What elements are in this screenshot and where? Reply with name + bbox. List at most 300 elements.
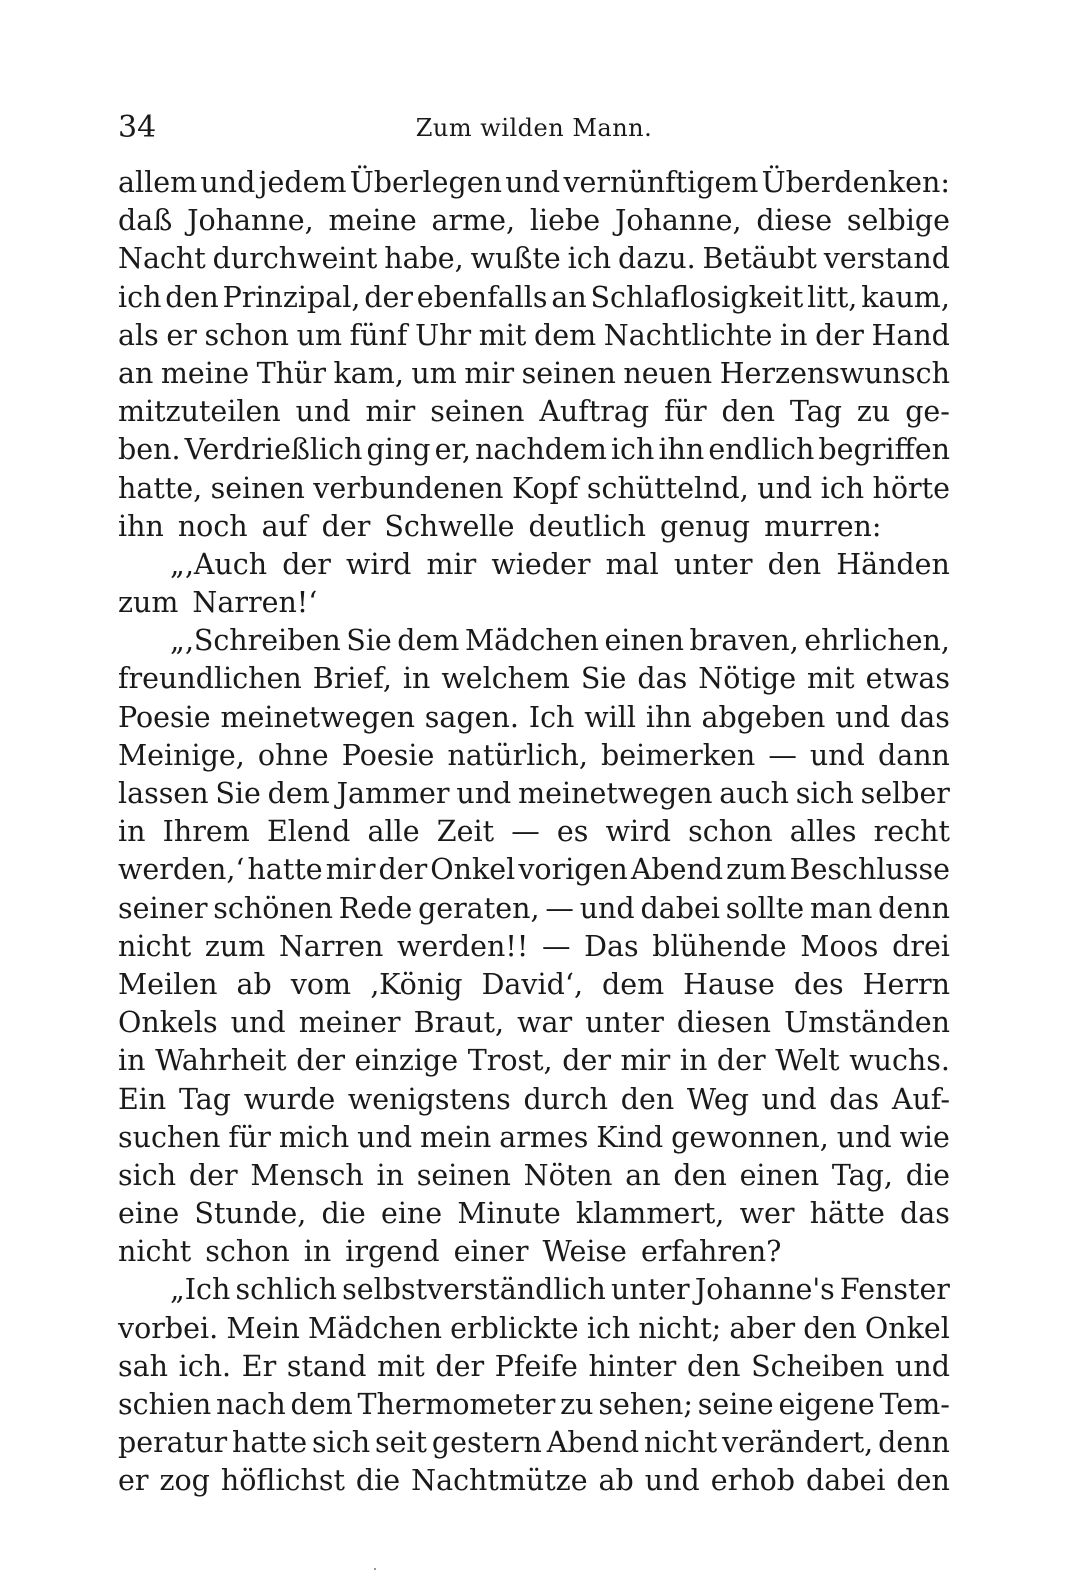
word: der (435, 1349, 485, 1383)
word: den (803, 1311, 857, 1345)
word: Weg (686, 1082, 749, 1116)
text-line (118, 1348, 950, 1386)
word: Weise (542, 1235, 627, 1269)
word: den (896, 1464, 950, 1498)
word: der (321, 509, 371, 543)
word: diesen (676, 1006, 771, 1040)
word: Trost, (467, 1044, 553, 1078)
word: vorbei. (118, 1311, 219, 1345)
word: Kind (596, 1120, 664, 1154)
word: Tag (789, 395, 842, 429)
word: an (625, 1158, 661, 1192)
word: Narren (278, 929, 384, 963)
word: Mein (226, 1311, 300, 1345)
word: mir (620, 1044, 671, 1078)
word: Ihrem (162, 815, 250, 849)
word: das (900, 1197, 950, 1231)
word: Nachtlichte (603, 318, 773, 352)
word: Moos (800, 929, 879, 963)
word: gewonnen, (671, 1120, 829, 1154)
word: Herzenswunsch (719, 356, 950, 390)
text-line (118, 508, 950, 546)
word: eine (118, 1197, 180, 1231)
word: daß (118, 204, 173, 238)
word: zum (118, 586, 179, 620)
word: in (118, 1044, 146, 1078)
word: der (562, 1044, 611, 1078)
word: ihn (118, 509, 164, 543)
word: ohne (257, 738, 329, 772)
word: natürlich, (447, 738, 588, 772)
word: gestern (431, 1426, 542, 1460)
word: den (620, 1082, 675, 1116)
word: diese (756, 204, 833, 238)
word: Johanne, (614, 204, 742, 238)
text-line (118, 470, 950, 508)
word: auch (719, 777, 789, 810)
word: schon (204, 318, 289, 352)
word: verstand (823, 242, 950, 276)
word: etwas (865, 662, 950, 696)
word: nach (216, 1388, 286, 1421)
word: wurde (243, 1082, 336, 1116)
word: ging (366, 433, 431, 467)
word: eine (380, 1197, 443, 1231)
word: kam, (333, 356, 404, 390)
word: Onkel (430, 853, 516, 887)
text-line (118, 737, 950, 775)
word: Herrn (862, 967, 950, 1001)
word: Mensch (250, 1158, 364, 1192)
word: Wahrheit (155, 1044, 287, 1078)
word: Scheiben (751, 1349, 885, 1383)
word: „‚Auch (170, 547, 268, 581)
word: hatte, (118, 471, 203, 505)
text-line (118, 202, 950, 240)
word: und (809, 738, 865, 772)
text-line (118, 1424, 950, 1462)
word: deutlich (528, 509, 646, 543)
word: mir (325, 853, 376, 887)
word: in (679, 1044, 708, 1078)
word: mit (478, 318, 527, 352)
text-line (118, 355, 950, 393)
word: armes (499, 1120, 589, 1154)
word: der (716, 1044, 766, 1078)
word: in (376, 1158, 404, 1192)
word: schlich (235, 1273, 337, 1307)
text-line (118, 775, 950, 813)
word: aber (729, 1311, 796, 1345)
text-line (118, 1119, 950, 1157)
word: zum (726, 853, 787, 887)
word: und (836, 1120, 892, 1154)
word: schönen (213, 891, 333, 925)
word: meine (328, 204, 417, 238)
word: mitzuteilen (118, 395, 281, 429)
word: zog (159, 1464, 210, 1498)
word: dem (602, 967, 665, 1001)
word: und (579, 891, 635, 925)
word: ehrlichen, (804, 624, 950, 658)
word: dem (397, 624, 460, 658)
word: einzige (354, 1044, 459, 1078)
word: — (511, 815, 540, 849)
word: Sie (215, 777, 261, 810)
word: meinetwegen (518, 777, 713, 810)
word: nachdem (475, 433, 607, 467)
word: Welt (775, 1044, 840, 1078)
word: sich (118, 1158, 177, 1192)
word: wird (346, 547, 412, 581)
word: erfahren? (640, 1235, 782, 1269)
word: das (637, 662, 688, 696)
word: und (505, 166, 561, 199)
text-line (118, 584, 950, 622)
text-line (118, 1004, 950, 1042)
word: welchem (441, 662, 570, 696)
word: seinen (210, 471, 305, 505)
word: kaum, (861, 280, 950, 314)
word: selbige (846, 204, 950, 238)
word: in (779, 318, 808, 352)
word: Meinige, (118, 738, 245, 772)
word: eigene (778, 1388, 875, 1421)
word: ‚König (370, 967, 463, 1001)
word: zu (856, 395, 891, 429)
text-line (118, 813, 950, 851)
text-line (118, 1310, 950, 1348)
word: denn (878, 891, 950, 925)
word: sich (795, 777, 854, 810)
word: neuen (623, 356, 713, 390)
word: Brief, (312, 662, 392, 696)
page-number: 34 (118, 110, 157, 145)
word: vernünftigem (563, 166, 759, 199)
word: und (761, 1082, 817, 1116)
word: der (296, 1044, 345, 1078)
word: ich (820, 471, 865, 505)
word: Prinzipal, (222, 280, 361, 314)
word: seinen (521, 356, 616, 390)
word: irgend (345, 1235, 440, 1269)
word: um (411, 356, 457, 390)
word: zum (204, 929, 266, 963)
page-header (118, 108, 950, 148)
word: als (118, 318, 159, 352)
word: Rede (338, 891, 413, 925)
word: dabei (640, 891, 720, 925)
word: er (166, 318, 197, 352)
word: seit (374, 1426, 427, 1460)
word: Zeit (436, 815, 495, 849)
word: hatte (247, 853, 323, 887)
word: sollte (725, 891, 805, 925)
word: David‘, (481, 967, 583, 1001)
word: zu (560, 1388, 594, 1421)
word: habe, (384, 242, 464, 276)
text-line (118, 393, 950, 431)
word: wird (605, 815, 671, 849)
word: für (228, 1120, 271, 1154)
text-line (118, 622, 950, 660)
word: denn (878, 1426, 950, 1460)
word: recht (873, 815, 950, 849)
word: höflichst (220, 1464, 345, 1498)
text-line (118, 240, 950, 278)
word: unter (611, 1273, 690, 1307)
word: Händen (836, 547, 950, 581)
word: meinetwegen (220, 700, 415, 734)
text-line (118, 699, 950, 737)
word: — (545, 891, 574, 925)
word: durch (523, 1082, 609, 1116)
word: Beschlusse (789, 853, 950, 887)
word: Umständen (784, 1006, 950, 1040)
word: man (809, 891, 873, 925)
word: die (355, 1464, 401, 1498)
word: an (118, 356, 154, 390)
word: noch (177, 509, 248, 543)
word: suchen (118, 1120, 221, 1154)
word: und (757, 471, 813, 505)
word: genug (659, 509, 751, 543)
word: an (551, 280, 587, 314)
word: Tem- (879, 1388, 950, 1421)
word: Betäubt (702, 242, 817, 276)
word: war (517, 1006, 573, 1040)
word: sehen; (598, 1388, 693, 1421)
word: Uhr (415, 318, 472, 352)
word: den (165, 280, 219, 314)
word: ich (567, 242, 612, 276)
word: seinen (416, 1158, 511, 1192)
word: beimerken (600, 738, 756, 772)
word: Überdenken: (761, 166, 950, 199)
word: Mädchen (308, 1311, 442, 1345)
word: dem (267, 777, 330, 810)
word: ich. (178, 1349, 232, 1383)
word: drei (892, 929, 950, 963)
word: schon (205, 1235, 290, 1269)
text-line (118, 1081, 950, 1119)
word: mit (807, 662, 855, 696)
text-line (118, 164, 950, 202)
word: Schlaflosigkeit (590, 280, 804, 314)
text-line (118, 1157, 950, 1195)
word: liebe (529, 204, 601, 238)
text-line (118, 317, 950, 355)
word: in (402, 662, 431, 696)
word: und (230, 1006, 286, 1040)
word: und (456, 777, 512, 810)
text-line (118, 1462, 950, 1500)
text-line (118, 279, 950, 317)
word: mir (464, 356, 515, 390)
word: Onkels (118, 1006, 218, 1040)
word: peratur (118, 1426, 228, 1460)
word: sah (118, 1349, 168, 1383)
word: stand (286, 1349, 367, 1383)
word: litt, (807, 280, 858, 314)
text-line (118, 1195, 950, 1233)
word: für (664, 395, 707, 429)
word: Johanne's (694, 1273, 835, 1307)
word: murren: (764, 509, 882, 543)
word: nicht; (638, 1311, 722, 1345)
word: und (200, 166, 256, 199)
word: es (556, 815, 589, 849)
word: ebenfalls (416, 280, 548, 314)
word: — (768, 738, 797, 772)
word: werden!! (397, 929, 529, 963)
word: dem (290, 1388, 353, 1421)
word: schüttelnd, (586, 471, 749, 505)
word: erhob (710, 1464, 795, 1498)
word: meine (160, 356, 250, 390)
word: allem (118, 166, 198, 199)
word: hätte (809, 1197, 885, 1231)
word: der (378, 853, 428, 887)
word: um (296, 318, 343, 352)
word: Tag (178, 1082, 232, 1116)
word: Johanne, (187, 204, 314, 238)
word: seine (697, 1388, 774, 1421)
word: Das (584, 929, 639, 963)
word: Abend (630, 853, 724, 887)
word: wie (899, 1120, 950, 1154)
word: „‚Schreiben (170, 624, 341, 658)
word: Braut, (413, 1006, 505, 1040)
word: mein (420, 1120, 492, 1154)
word: mal (605, 547, 659, 581)
word: klammert, (575, 1197, 725, 1231)
word: erblickte (450, 1311, 579, 1345)
word: Tag, (831, 1158, 893, 1192)
word: und (644, 1464, 700, 1498)
word: hörte (872, 471, 950, 505)
word: Poesie (118, 700, 211, 734)
word: einen (739, 1158, 820, 1192)
word: — (541, 929, 571, 963)
word: Jammer (336, 777, 450, 810)
word: fünf (349, 318, 408, 352)
word: vom (290, 967, 352, 1001)
word: der (364, 280, 413, 314)
text-line (118, 1271, 950, 1309)
word: ab (598, 1464, 634, 1498)
word: nicht (118, 929, 192, 963)
word: Sie (580, 662, 627, 696)
word: Abend (546, 1426, 640, 1460)
word: den (721, 395, 775, 429)
word: ihn (658, 433, 705, 467)
word: Elend (266, 815, 351, 849)
word: und (295, 395, 351, 429)
word: unter (585, 1006, 664, 1040)
word: blühende (652, 929, 787, 963)
word: will (584, 700, 636, 734)
word: und (357, 1120, 413, 1154)
word: Nötige (698, 662, 797, 696)
word: Er (241, 1349, 277, 1383)
word: alle (367, 815, 420, 849)
word: begriffen (818, 433, 950, 467)
word: Nöten (523, 1158, 613, 1192)
word: Ich (528, 700, 575, 734)
word: Narren!‘ (192, 586, 318, 620)
word: ich (610, 433, 655, 467)
word: freundlichen (118, 662, 302, 696)
text-line (118, 851, 950, 889)
word: Fenster (839, 1273, 950, 1307)
word: Sie (346, 624, 392, 658)
text-line (118, 966, 950, 1004)
word: er, (434, 433, 471, 467)
word: dann (877, 738, 950, 772)
word: nicht (643, 1426, 718, 1460)
word: selbstverständlich (342, 1273, 606, 1307)
word: dazu. (617, 242, 696, 276)
word: jedem (258, 166, 347, 199)
word: ge- (905, 395, 950, 429)
word: schon (688, 815, 773, 849)
word: Hause (683, 967, 775, 1001)
word: verbundenen (313, 471, 504, 505)
word: wuchs. (849, 1044, 950, 1078)
paper-speck (374, 1568, 376, 1570)
word: das (829, 1082, 880, 1116)
word: mit (377, 1349, 425, 1383)
word: der (188, 1158, 238, 1192)
word: das (900, 700, 950, 734)
body-text (118, 164, 950, 1501)
word: Schwelle (384, 509, 515, 543)
word: lassen (118, 777, 209, 810)
word: hatte (232, 1426, 308, 1460)
text-line (118, 431, 950, 469)
word: sagen. (424, 700, 519, 734)
word: Mädchen (464, 624, 599, 658)
word: einer (453, 1235, 529, 1269)
word: mir (426, 547, 477, 581)
word: seiner (118, 891, 208, 925)
word: die (905, 1158, 950, 1192)
word: meiner (298, 1006, 401, 1040)
word: des (793, 967, 844, 1001)
word: selber (860, 777, 950, 810)
word: Onkel (864, 1311, 950, 1345)
word: sich (312, 1426, 371, 1460)
word: der (282, 547, 331, 581)
word: wieder (491, 547, 591, 581)
word: ich (586, 1311, 631, 1345)
word: abgeben (701, 700, 826, 734)
text-line (118, 1233, 950, 1271)
word: er (118, 1464, 149, 1498)
word: einen (604, 624, 684, 658)
word: schien (118, 1388, 212, 1421)
word: in (118, 815, 146, 849)
word: Stunde, (194, 1197, 307, 1231)
text-line (118, 890, 950, 928)
word: hinter (588, 1349, 677, 1383)
word: Kopf (511, 471, 579, 505)
word: alles (789, 815, 857, 849)
word: Nachtmütze (411, 1464, 588, 1498)
word: Thür (256, 356, 326, 390)
word: nicht (118, 1235, 192, 1269)
